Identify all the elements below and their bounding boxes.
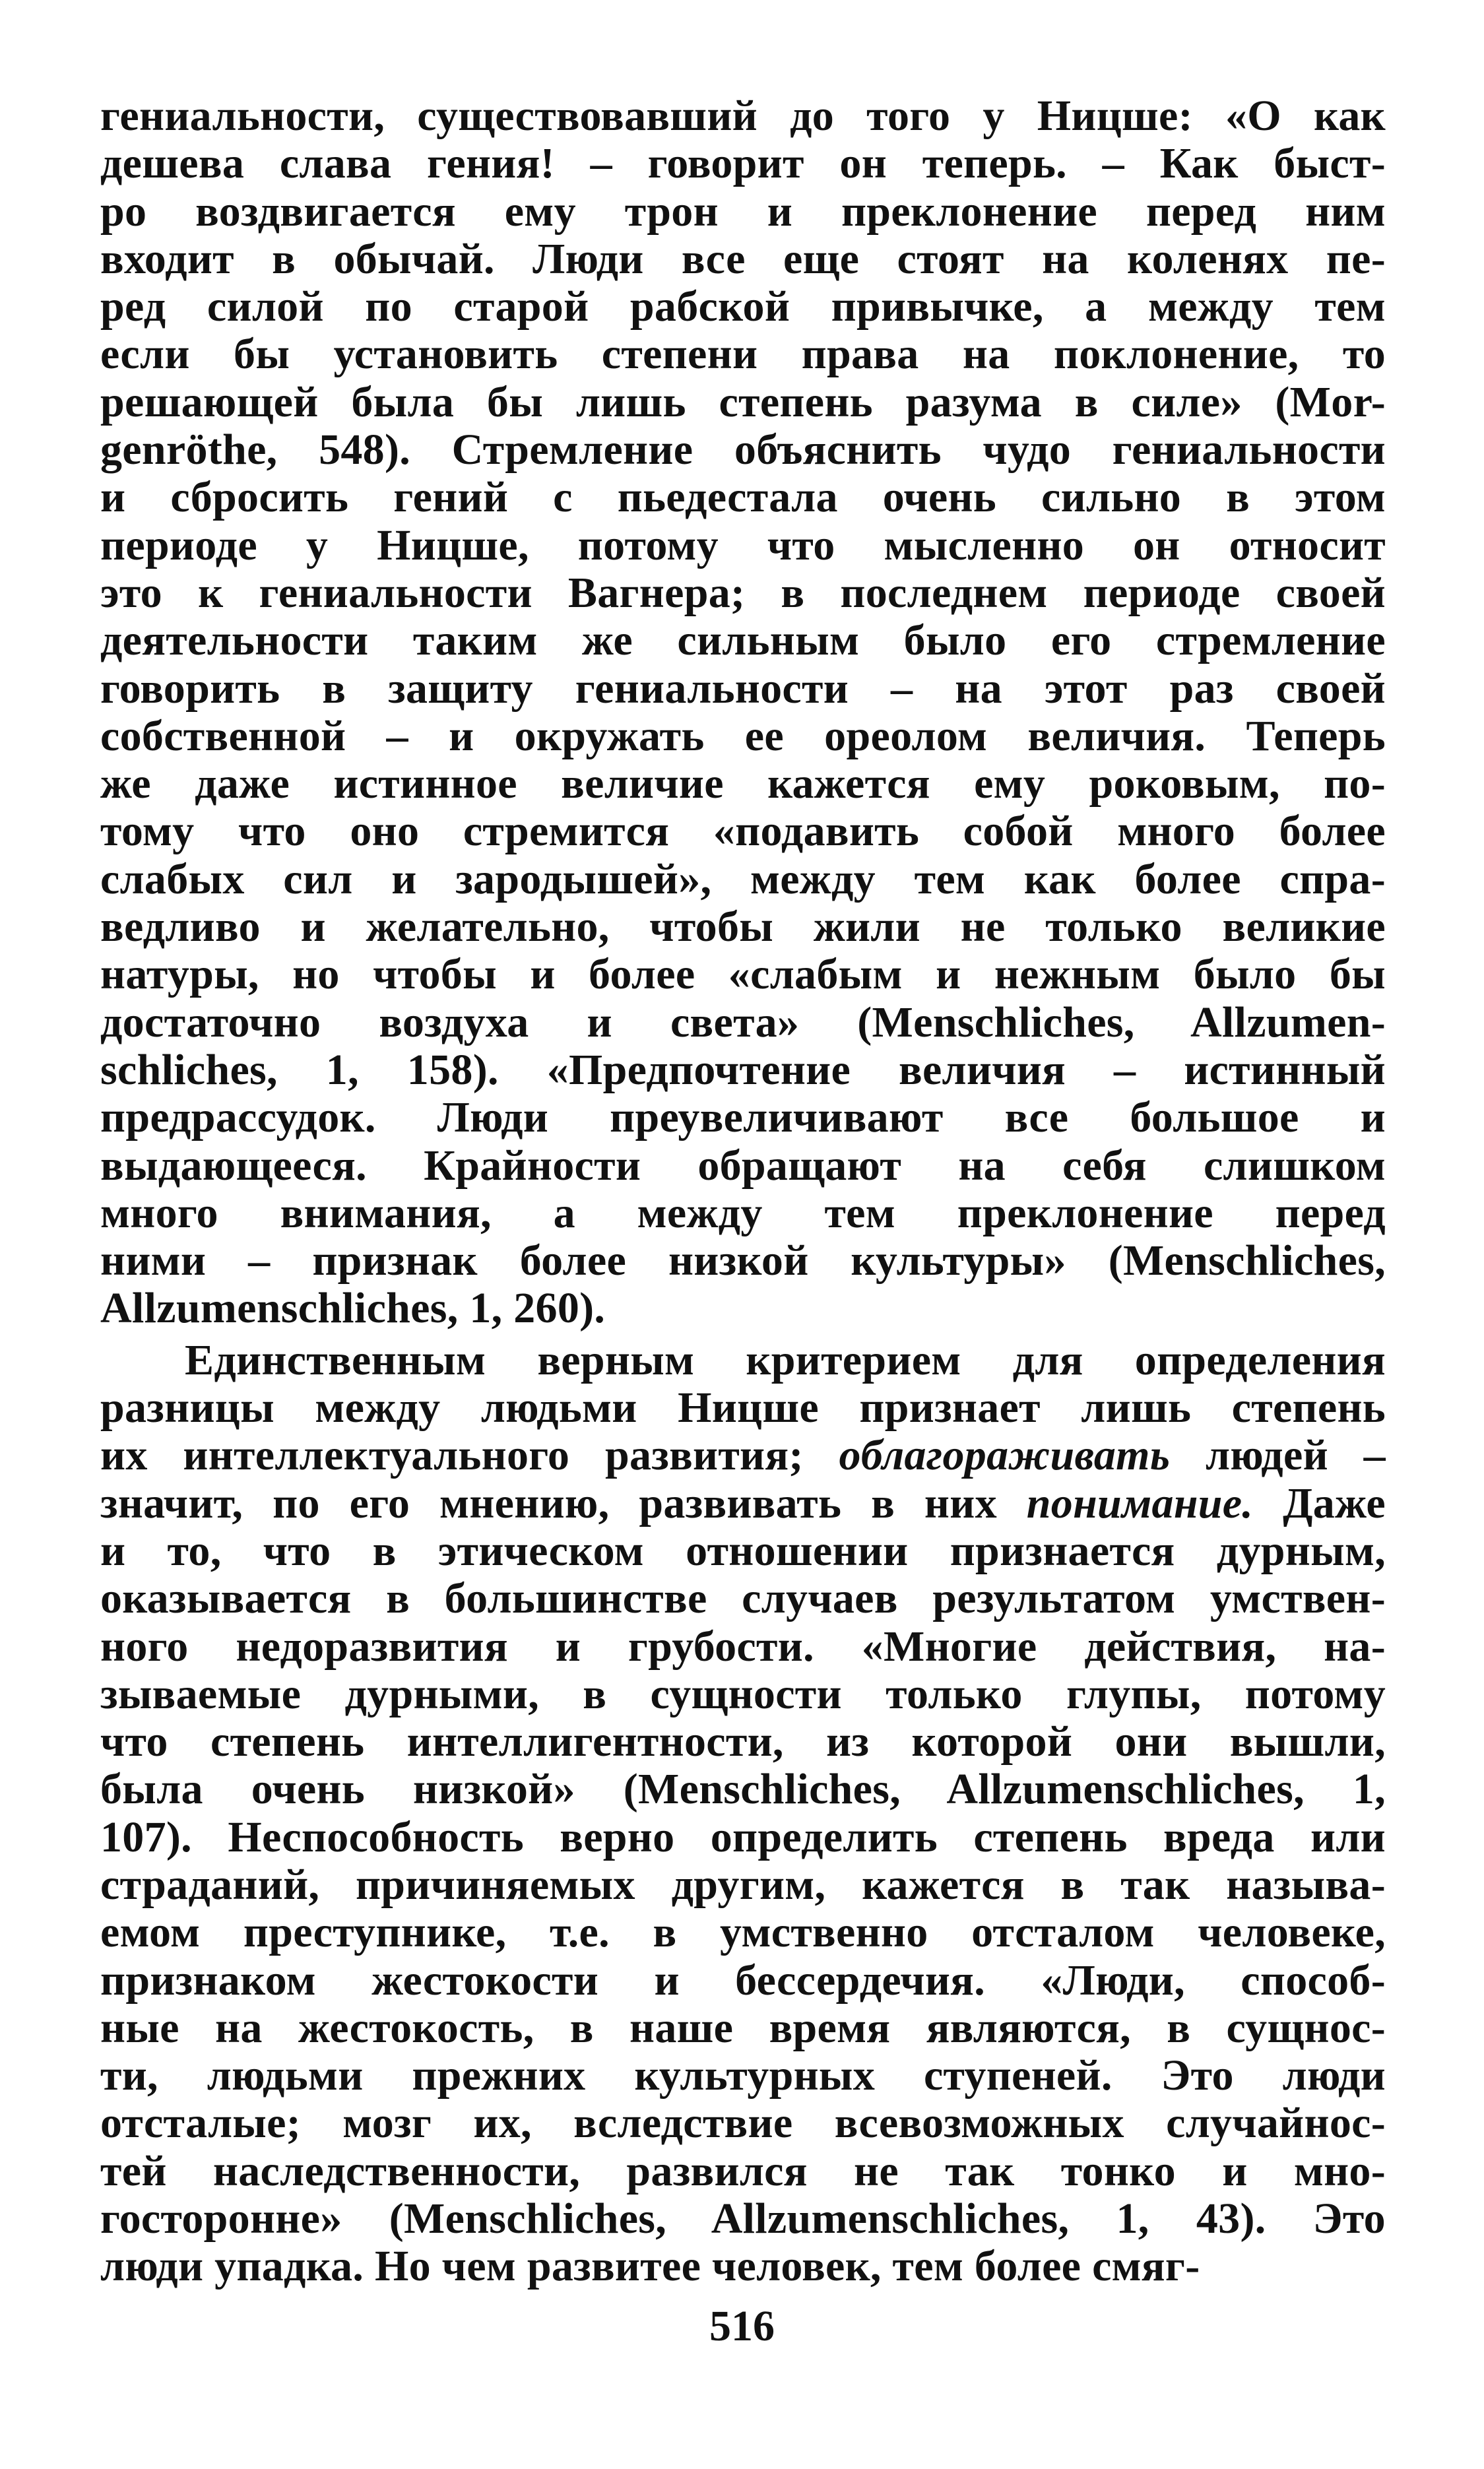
text-line: признаком жестокости и бессердечия. «Люди, способ- [100, 1956, 1386, 2004]
text-line: собственной – и окружать ее ореолом величия. Теперь [100, 711, 1386, 760]
text-line: и то, что в этическом отношении признается дурным, [100, 1526, 1386, 1575]
text-line: слабых сил и зародышей», между тем как более спра- [100, 854, 1386, 903]
text-line: зываемые дурными, в сущности только глупы, потому [100, 1669, 1386, 1718]
text-line [100, 1432, 1386, 1479]
text-line: входит в обычай. Люди все еще стоят на коленях пе- [100, 234, 1386, 283]
text-line: тей наследственности, развился не так тонко и мно- [100, 2146, 1386, 2195]
text-line: ро воздвигается ему трон и преклонение перед ним [100, 187, 1386, 236]
text-line: Единственным верным критерием для определения [185, 1335, 1386, 1384]
paragraph-2 [100, 1337, 1386, 2291]
text-line: решающей была бы лишь степень разума в силе» (Mor- [100, 377, 1386, 426]
text-line: разницы между людьми Ницше признает лишь степень [100, 1384, 1386, 1432]
text-line: 107). Неспособность верно определить степень вреда или [100, 1812, 1386, 1861]
text-line: Allzumenschliches, 1, 260). [100, 1284, 606, 1333]
text-line: периоде у Ницше, потому что мысленно он относит [100, 521, 1386, 569]
text-fragment: Даже [1253, 1479, 1386, 1527]
page-body [100, 92, 1386, 2291]
text-line: ти, людьми прежних культурных ступеней. Это люди [100, 2051, 1386, 2100]
text-line: натуры, но чтобы и более «слабым и нежным было бы [100, 950, 1386, 999]
text-line [100, 1480, 1386, 1527]
text-fragment: их интеллектуального развития; [100, 1431, 839, 1480]
text-line: genröthe, 548). Стремление объяснить чудо гениальности [100, 426, 1386, 474]
text-line: если бы установить степени права на поклонение, то [100, 330, 1386, 379]
text-line: страданий, причиняемых другим, кажется в так называ- [100, 1860, 1386, 1909]
text-line: люди упадка. Но чем развитее человек, тем более смяг- [100, 2242, 1200, 2291]
text-line: гениальности, существовавший до того у Ницше: «О как [100, 92, 1386, 140]
text-line: и сбросить гений с пьедестала очень сильно в этом [100, 473, 1386, 522]
text-line: отсталые; мозг их, вследствие всевозможных случайнос- [100, 2099, 1386, 2148]
text-fragment: людей – [1170, 1431, 1386, 1480]
text-line: что степень интеллигентности, из которой они вышли, [100, 1717, 1386, 1766]
text-line: же даже истинное величие кажется ему роковым, по- [100, 759, 1386, 808]
text-line: schliches, 1, 158). «Предпочтение величия – истинный [100, 1045, 1386, 1094]
text-line: ные на жестокость, в наше время являются, в сущнос- [100, 2003, 1386, 2052]
text-line: ред силой по старой рабской привычке, а между тем [100, 282, 1386, 331]
text-line: деятельности таким же сильным было его стремление [100, 616, 1386, 665]
paragraph-1 [100, 92, 1386, 1333]
text-line: дешева слава гения! – говорит он теперь. – Как быст- [100, 139, 1386, 188]
text-line: ними – признак более низкой культуры» (Menschliches, [100, 1236, 1386, 1285]
italic-term: облагораживать [839, 1431, 1171, 1480]
text-line: ного недоразвития и грубости. «Многие действия, на- [100, 1622, 1386, 1671]
text-line: емом преступнике, т.е. в умственно отсталом человеке, [100, 1908, 1386, 1957]
text-line: говорить в защиту гениальности – на этот раз своей [100, 664, 1386, 713]
text-line: это к гениальности Вагнера; в последнем периоде своей [100, 568, 1386, 617]
text-line: тому что оно стремится «подавить собой много более [100, 807, 1386, 856]
text-fragment: значит, по его мнению, развивать в них [100, 1479, 1027, 1527]
text-line: достаточно воздуха и света» (Menschliches, Allzumen- [100, 998, 1386, 1046]
text-line: была очень низкой» (Menschliches, Allzumenschliches, 1, [100, 1765, 1386, 1814]
italic-term: понимание. [1026, 1479, 1254, 1527]
text-line: выдающееся. Крайности обращают на себя слишком [100, 1141, 1386, 1190]
text-line: госторонне» (Menschliches, Allzumenschliches, 1, 43). Это [100, 2195, 1386, 2243]
text-line: много внимания, а между тем преклонение перед [100, 1188, 1386, 1237]
text-line: предрассудок. Люди преувеличивают все большое и [100, 1093, 1386, 1142]
text-line: оказывается в большинстве случаев результатом умствен- [100, 1574, 1386, 1623]
page-number: 516 [709, 2302, 775, 2350]
text-line: ведливо и желательно, чтобы жили не только великие [100, 903, 1386, 951]
